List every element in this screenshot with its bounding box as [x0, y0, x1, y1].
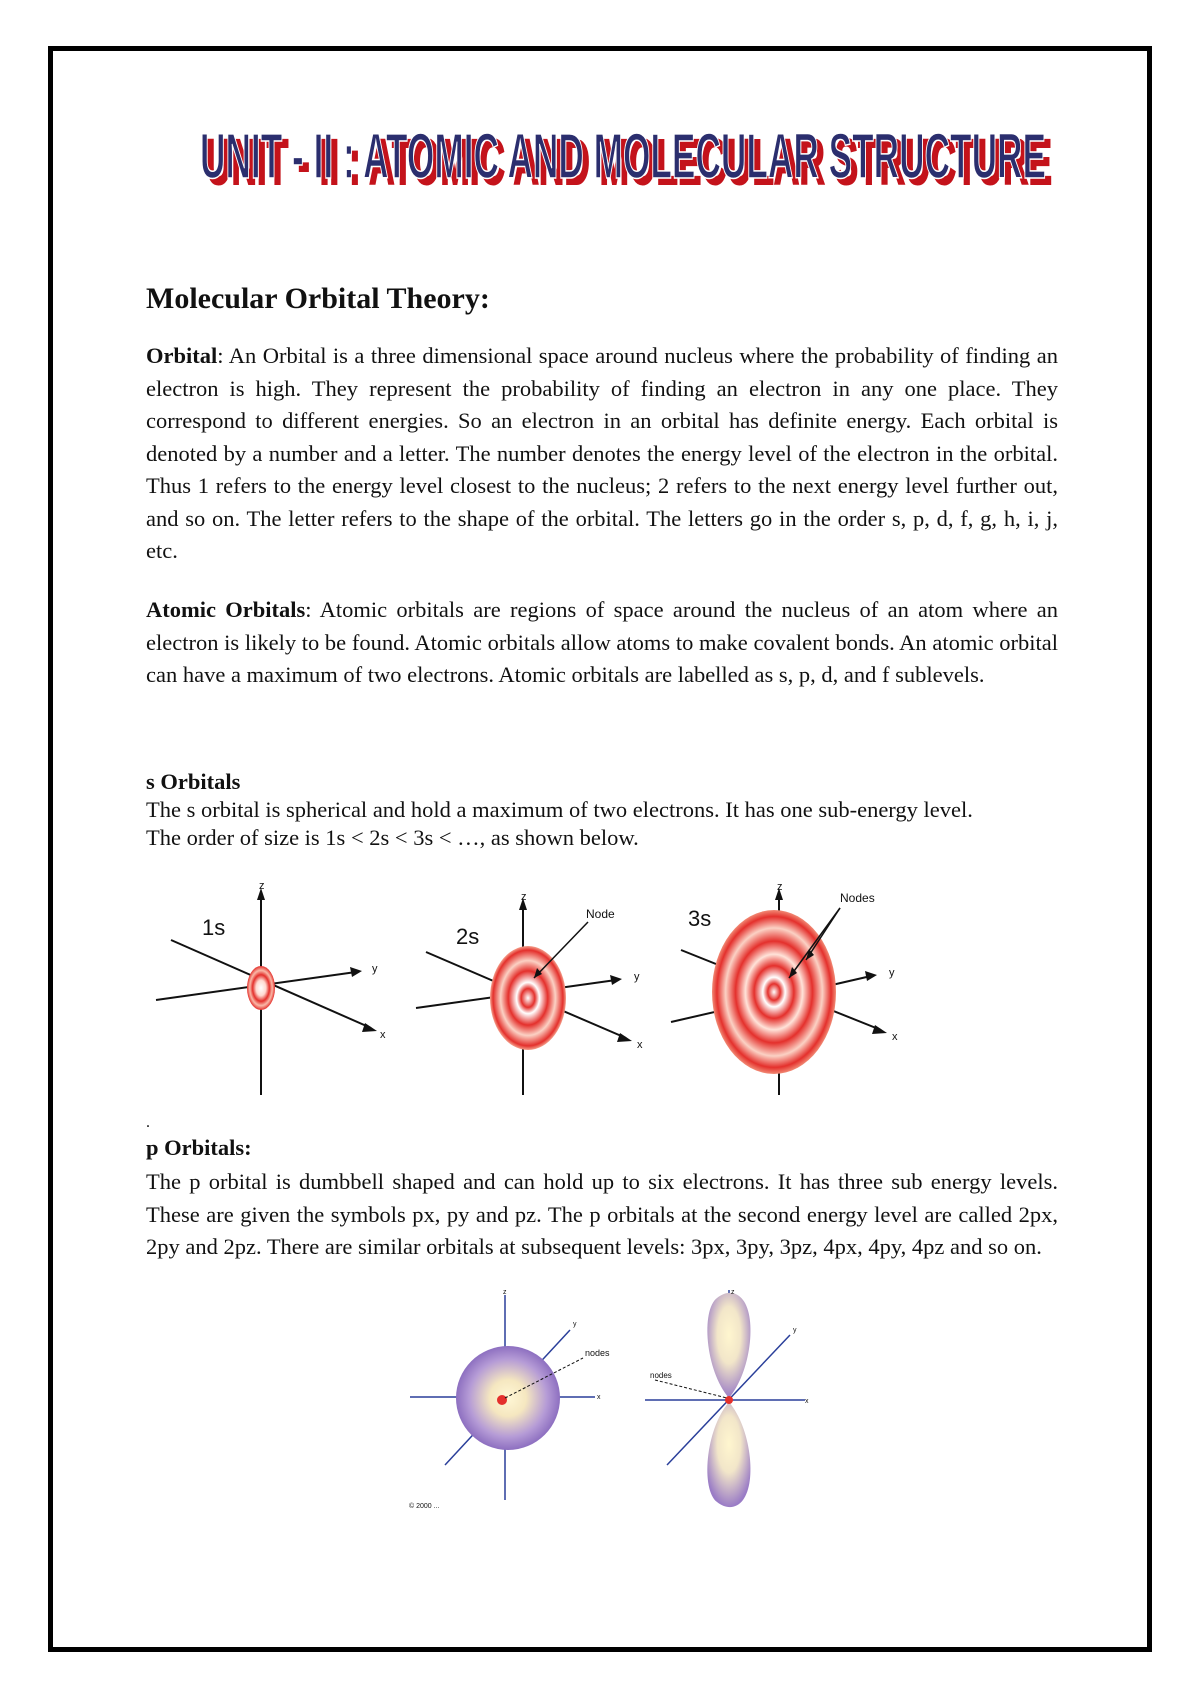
s-orbitals-line2: The order of size is 1s < 2s < 3s < …, as shown below.: [146, 825, 639, 850]
orbital-text: : An Orbital is a three dimensional space around nucleus where the probability of finding an electron is high. They represent the probability of finding an electron in any one place. They correspond to different energies. So an electron in an orbital has definite energy. Each orbital is denoted by a number and a letter. The number denotes the energy level of the electron in the orbital. Thus 1 refers to the energy level closest to the nucleus; 2 refers to the next energy level further out, and so on. The letter refers to the shape of the orbital. The letters go in the order s, p, d, f, g, h, i, j, etc.: [146, 343, 1058, 563]
atomic-orbitals-paragraph: [146, 594, 1058, 692]
axis-x-label-2s: x: [637, 1039, 643, 1051]
s-orbitals-figure: [146, 880, 916, 1100]
orbital-term: Orbital: [146, 343, 218, 368]
label-1s: 1s: [202, 915, 226, 940]
s-orbitals-line1: The s orbital is spherical and hold a maximum of two electrons. It has one sub-energy level.: [146, 797, 973, 822]
p-figure-dumbbell: [645, 1290, 809, 1507]
label-2s: 2s: [456, 924, 480, 949]
axis-z-label-3s: z: [777, 881, 783, 893]
p-figure-sphere: [409, 1290, 610, 1510]
axis-x-label: x: [380, 1029, 386, 1041]
axis-z-label: z: [259, 880, 265, 892]
axis-y-label-2s: y: [634, 971, 640, 983]
unit-banner: [200, 118, 1060, 198]
orbital-2s: [416, 891, 643, 1095]
p-orbitals-figure: [405, 1290, 815, 1510]
orbital-1s: [156, 880, 386, 1095]
p-axis-y: y: [573, 1321, 577, 1328]
atomic-orbitals-text: : Atomic orbitals are regions of space around the nucleus of an atom where an electron is likely to be found. Atomic orbitals allow atoms to make covalent bonds. An atomic orbital can have a maximum of two electrons. Atomic orbitals are labelled as s, p, d, and f sublevels.: [146, 597, 1058, 687]
p-axis-x: x: [597, 1394, 601, 1401]
p-axis-y-2: y: [793, 1327, 797, 1334]
orbital-3s: [671, 881, 898, 1095]
atomic-orbitals-term: Atomic Orbitals: [146, 597, 306, 622]
p-orbitals-text: The p orbital is dumbbell shaped and can hold up to six electrons. It has three sub energy levels. These are given the symbols px, py and pz. The p orbitals at the second energy level are called 2px, 2py and 2pz. There are similar orbitals at subsequent levels: 3px, 3py, 3pz, 4px, 4py, 4pz and so on.: [146, 1169, 1058, 1259]
node-label: Node: [586, 907, 615, 921]
axis-y-label-3s: y: [889, 967, 895, 979]
p-axis-z-2: z: [731, 1290, 735, 1296]
p-axis-x-2: x: [805, 1398, 809, 1405]
nodes-label: Nodes: [840, 891, 875, 905]
axis-y-label: y: [372, 963, 378, 975]
label-3s: 3s: [688, 906, 712, 931]
stray-dot: .: [146, 1114, 150, 1131]
p-axis-z: z: [503, 1290, 507, 1296]
p-copyright: © 2000 ...: [409, 1503, 440, 1510]
s-orbitals-heading: s Orbitals: [146, 769, 241, 794]
p-nodes-label-left: nodes: [650, 1371, 672, 1380]
axis-z-label-2s: z: [521, 891, 527, 903]
p-orbitals-heading: p Orbitals:: [146, 1135, 252, 1160]
section-title: Molecular Orbital Theory:: [146, 282, 490, 315]
axis-x-label-3s: x: [892, 1031, 898, 1043]
svg-text:UNIT - II : ATOMIC AND MOLECUL: UNIT - II : ATOMIC AND MOLECULAR STRUCTURE: [206, 126, 1052, 198]
unit-banner-text: UNIT - II : ATOMIC AND MOLECULAR STRUCTURE: [200, 120, 1046, 192]
orbital-paragraph: [146, 340, 1058, 568]
p-nodes-label: nodes: [585, 1348, 610, 1358]
